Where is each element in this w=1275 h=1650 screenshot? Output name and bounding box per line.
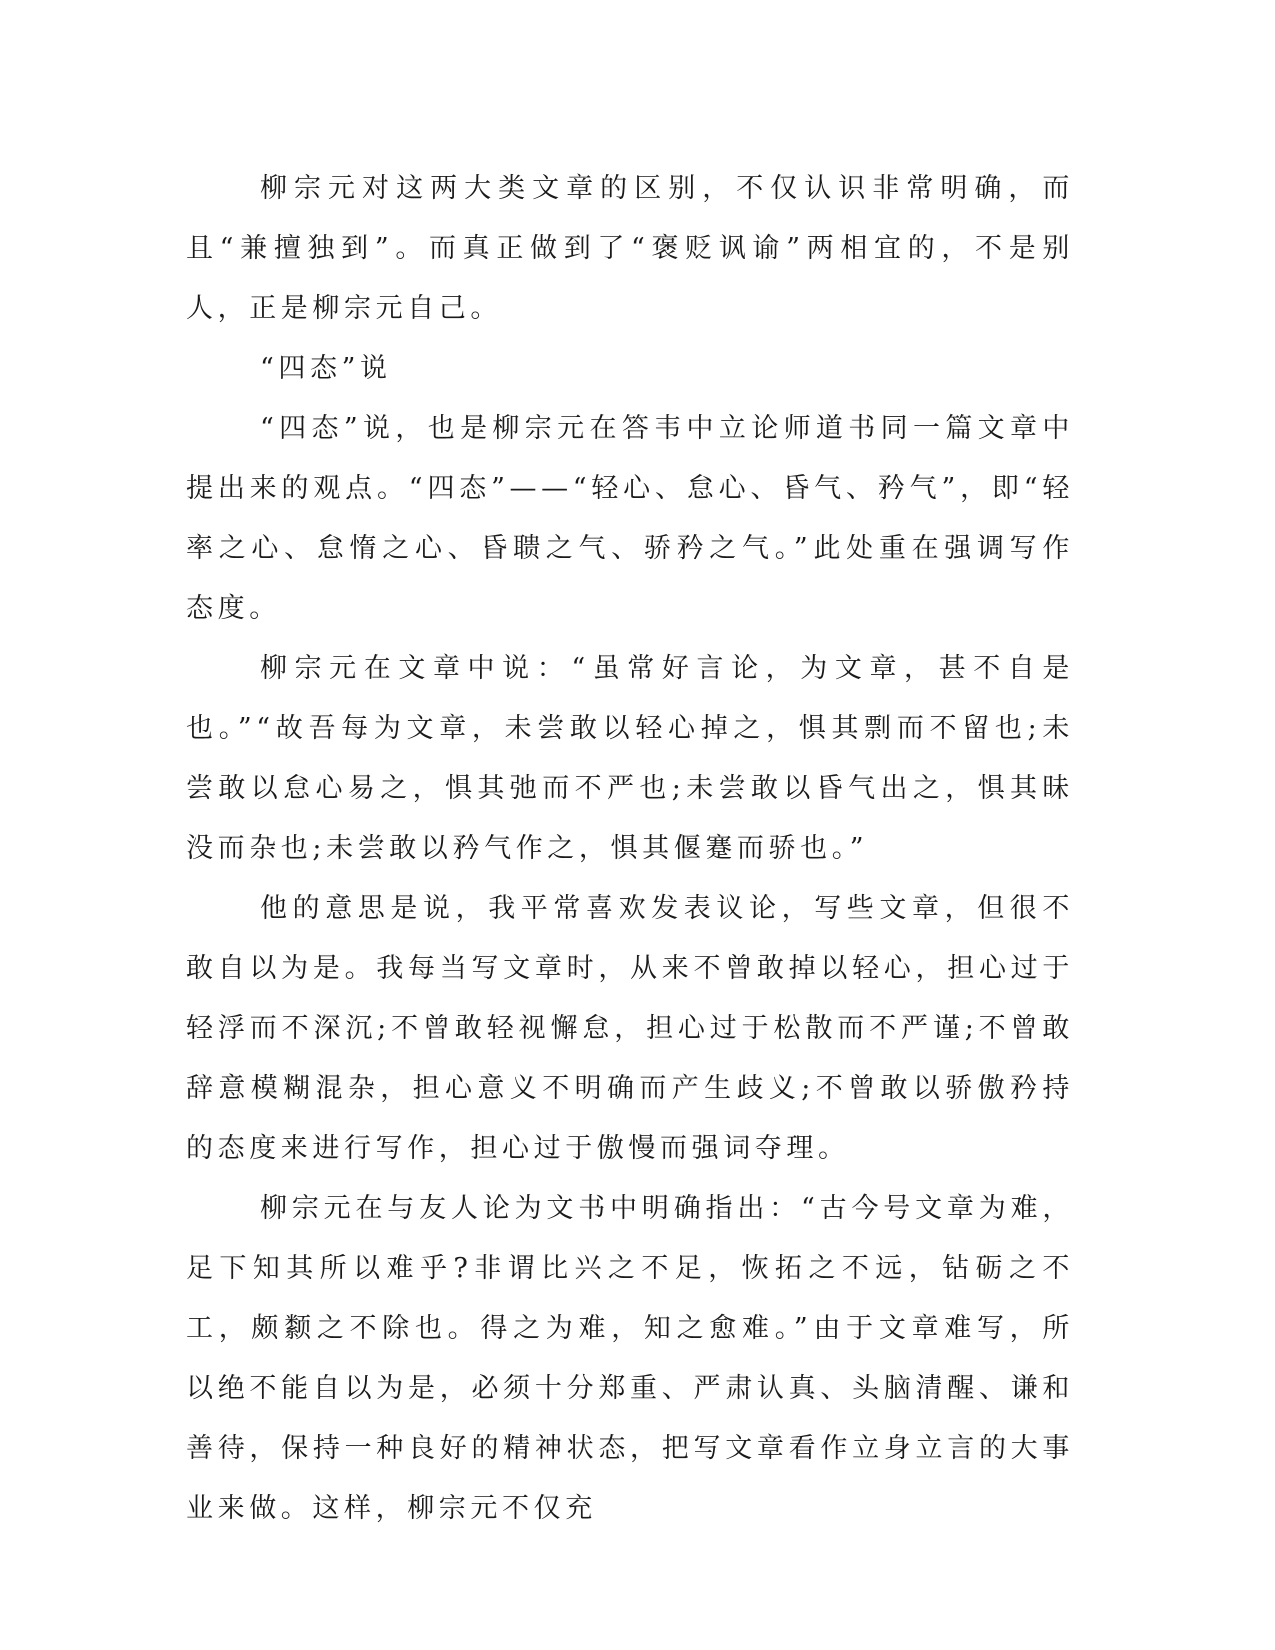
paragraph-intro: 柳宗元对这两大类文章的区别，不仅认识非常明确，而且“兼擅独到”。而真正做到了“褒贬讽谕”两相宜的，不是别人，正是柳宗元自己。	[186, 173, 1074, 324]
body-text	[186, 159, 1074, 1539]
paragraph-explanation: 他的意思是说，我平常喜欢发表议论，写些文章，但很不敢自以为是。我每当写文章时，从来不曾敢掉以轻心，担心过于轻浮而不深沉;不曾敢轻视懈怠，担心过于松散而不严谨;不曾敢辞意模糊混杂，担心意义不明确而产生歧义;不曾敢以骄傲矜持的态度来进行写作，担心过于傲慢而强词夺理。	[186, 893, 1074, 1164]
paragraph-quote: 柳宗元在文章中说：“虽常好言论，为文章，甚不自是也。”“故吾每为文章，未尝敢以轻心掉之，惧其剽而不留也;未尝敢以怠心易之，惧其弛而不严也;未尝敢以昏气出之，惧其昧没而杂也;未尝敢以矜气作之，惧其偃蹇而骄也。”	[186, 653, 1074, 864]
paragraph-letter: 柳宗元在与友人论为文书中明确指出：“古今号文章为难，足下知其所以难乎?非谓比兴之不足，恢拓之不远，钻砺之不工，颇颣之不除也。得之为难，知之愈难。”由于文章难写，所以绝不能自以为是，必须十分郑重、严肃认真、头脑清醒、谦和善待，保持一种良好的精神状态，把写文章看作立身立言的大事业来做。这样，柳宗元不仅充	[186, 1193, 1074, 1524]
section-heading: “四态”说	[260, 353, 392, 384]
paragraph-four-attitudes: “四态”说，也是柳宗元在答韦中立论师道书同一篇文章中提出来的观点。“四态”——“轻心、怠心、昏气、矜气”，即“轻率之心、怠惰之心、昏聩之气、骄矜之气。”此处重在强调写作态度。	[186, 413, 1074, 624]
